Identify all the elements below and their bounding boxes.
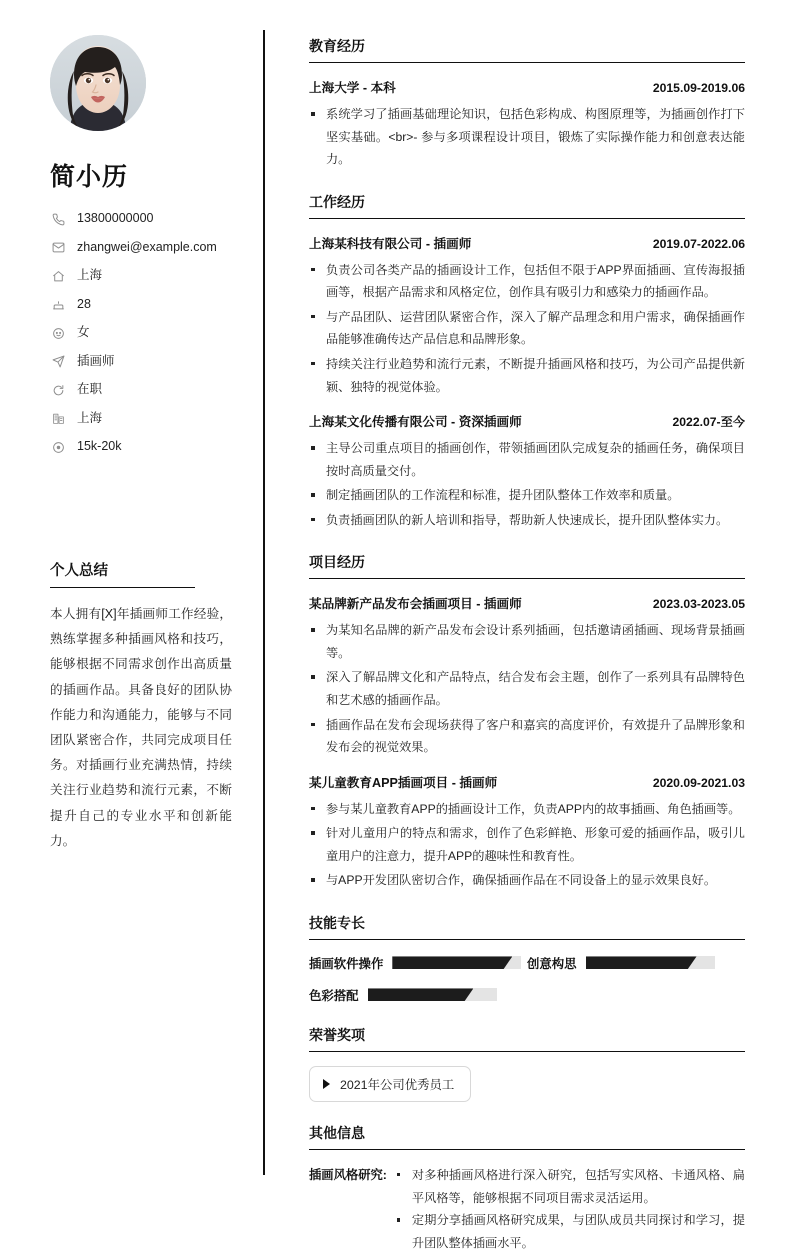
contact-value: 13800000000 [77, 211, 154, 226]
contact-item-location [50, 268, 242, 284]
bullet-item: 负责公司各类产品的插画设计工作，包括但不限于APP界面插画、宣传海报插画等，根据产品需求和风格定位，创作具有吸引力和感染力的插画作品。 [309, 259, 745, 304]
entry-bullets [309, 259, 745, 398]
section-projects [309, 552, 745, 892]
bullet-item: 为某知名品牌的新产品发布会设计系列插画，包括邀请函插画、现场背景插画等。 [309, 619, 745, 664]
honor-label: 2021年公司优秀员工 [340, 1077, 455, 1092]
education-entry [309, 77, 745, 171]
skill-label: 色彩搭配 [309, 988, 359, 1003]
entry-title: 上海某文化传播有限公司 - 资深插画师 [309, 415, 522, 430]
bullet-item: 插画作品在发布会现场获得了客户和嘉宾的高度评价，有效提升了品牌形象和发布会的视觉效果。 [309, 714, 745, 759]
phone-icon [50, 211, 66, 227]
skill-row [527, 954, 745, 972]
skills-heading: 技能专长 [309, 913, 745, 940]
honor-item[interactable] [309, 1066, 471, 1102]
bullet-item: 深入了解品牌文化和产品特点，结合发布会主题，创作了一系列具有品牌特色和艺术感的插画作品。 [309, 666, 745, 711]
contact-value: 女 [77, 325, 90, 340]
bullet-item: 针对儿童用户的特点和需求，创作了色彩鲜艳、形象可爱的插画作品，吸引儿童用户的注意力，提升APP的趣味性和教育性。 [309, 822, 745, 867]
main-content [264, 0, 794, 1250]
other-heading: 其他信息 [309, 1123, 745, 1150]
contact-item-position [50, 354, 242, 370]
contact-item-status [50, 382, 242, 398]
contact-item-phone [50, 211, 242, 227]
skill-label: 创意构思 [527, 956, 577, 971]
contact-value: 28 [77, 296, 91, 311]
contact-value: 15k-20k [77, 439, 122, 454]
summary-section [50, 559, 242, 854]
entry-title: 某儿童教育APP插画项目 - 插画师 [309, 775, 498, 790]
entry-bullets [309, 798, 745, 892]
projects-heading: 项目经历 [309, 552, 745, 579]
play-triangle-icon [323, 1079, 330, 1089]
section-honors [309, 1025, 745, 1102]
contact-item-email [50, 240, 242, 256]
contact-value: 在职 [77, 382, 103, 397]
contact-value: 插画师 [77, 353, 115, 368]
sidebar [0, 0, 264, 1214]
section-education [309, 36, 745, 171]
skill-label: 插画软件操作 [309, 956, 384, 971]
skill-progress-fill [392, 956, 512, 969]
bullet-item: 负责插画团队的新人培训和指导，帮助新人快速成长，提升团队整体实力。 [309, 509, 745, 532]
work-entry [309, 233, 745, 398]
section-work [309, 192, 745, 532]
bullet-item: 系统学习了插画基础理论知识，包括色彩构成、构图原理等，为插画创作打下坚实基础。<br>- 参与多项课程设计项目，锻炼了实际操作能力和创意表达能力。 [309, 103, 745, 171]
contact-item-age [50, 297, 242, 313]
bullet-item: 与产品团队、运营团队紧密合作，深入了解产品理念和用户需求，确保插画作品能够准确传达产品信息和品牌形象。 [309, 306, 745, 351]
bullet-item: 定期分享插画风格研究成果，与团队成员共同探讨和学习，提升团队整体插画水平。 [395, 1209, 745, 1254]
summary-heading: 个人总结 [50, 559, 195, 588]
project-entry [309, 772, 745, 892]
education-heading: 教育经历 [309, 36, 745, 63]
skill-row [309, 954, 527, 972]
home-icon [50, 268, 66, 284]
entry-header [309, 593, 745, 612]
other-group [309, 1164, 745, 1254]
contact-item-workplace [50, 411, 242, 427]
work-heading: 工作经历 [309, 192, 745, 219]
entry-header [309, 233, 745, 252]
bullet-item: 参与某儿童教育APP的插画设计工作，负责APP内的故事插画、角色插画等。 [309, 798, 745, 821]
paper-plane-icon [50, 354, 66, 370]
building-icon [50, 411, 66, 427]
cake-icon [50, 297, 66, 313]
bullet-item: 与APP开发团队密切合作，确保插画作品在不同设备上的显示效果良好。 [309, 869, 745, 892]
portrait-photo-icon [50, 35, 146, 131]
skill-progress-bar [368, 988, 497, 1001]
contact-item-salary [50, 439, 242, 455]
entry-date: 2019.07-2022.06 [652, 236, 745, 251]
entry-title: 上海大学 - 本科 [309, 81, 396, 95]
entry-title: 上海某科技有限公司 - 插画师 [309, 236, 472, 251]
avatar [50, 35, 146, 131]
skill-progress-fill [368, 988, 474, 1001]
entry-date: 2020.09-2021.03 [652, 775, 745, 790]
bullet-item: 对多种插画风格进行深入研究，包括写实风格、卡通风格、扁平风格等，能够根据不同项目需求灵活运用。 [395, 1164, 745, 1209]
skill-progress-fill [586, 956, 697, 969]
skill-progress-bar [586, 956, 715, 969]
section-skills [309, 913, 745, 1004]
entry-date: 2015.09-2019.06 [652, 81, 745, 95]
skill-grid [309, 954, 745, 1004]
entry-date: 2023.03-2023.05 [652, 597, 745, 612]
skill-row [309, 986, 527, 1004]
contact-list [50, 211, 242, 455]
contact-value: 上海 [77, 268, 103, 283]
bullet-item: 制定插画团队的工作流程和标准，提升团队整体工作效率和质量。 [309, 484, 745, 507]
person-name: 简小历 [50, 163, 129, 191]
envelope-icon [50, 240, 66, 256]
work-entry [309, 411, 745, 531]
contact-value: zhangwei@example.com [77, 239, 217, 254]
target-icon [50, 439, 66, 455]
gender-icon [50, 325, 66, 341]
contact-item-gender [50, 325, 242, 341]
entry-header [309, 772, 745, 791]
summary-text: 本人拥有[X]年插画师工作经验，熟练掌握多种插画风格和技巧，能够根据不同需求创作出高质量的插画作品。具备良好的团队协作能力和沟通能力，能够与不同团队紧密合作，共同完成项目任务。对插画行业充满热情，持续关注行业趋势和流行元素，不断提升自己的专业水平和创新能力。 [50, 607, 232, 848]
entry-bullets [309, 437, 745, 531]
entry-bullets [309, 103, 745, 171]
entry-bullets [309, 619, 745, 758]
refresh-icon [50, 382, 66, 398]
bullet-item: 主导公司重点项目的插画创作，带领插画团队完成复杂的插画任务，确保项目按时高质量交付。 [309, 437, 745, 482]
sidebar-divider [263, 30, 265, 1175]
entry-header [309, 411, 745, 430]
other-bullets [387, 1164, 745, 1254]
skill-progress-bar [392, 956, 521, 969]
bullet-item: 持续关注行业趋势和流行元素，不断提升插画风格和技巧，为公司产品提供新颖、独特的视觉体验。 [309, 353, 745, 398]
contact-value: 上海 [77, 410, 103, 425]
section-other-info [309, 1123, 745, 1254]
entry-title: 某品牌新产品发布会插画项目 - 插画师 [309, 597, 522, 612]
entry-date: 2022.07-至今 [672, 415, 745, 430]
entry-header [309, 77, 745, 96]
honors-heading: 荣誉奖项 [309, 1025, 745, 1052]
project-entry [309, 593, 745, 758]
other-group-label: 插画风格研究: [309, 1167, 387, 1182]
